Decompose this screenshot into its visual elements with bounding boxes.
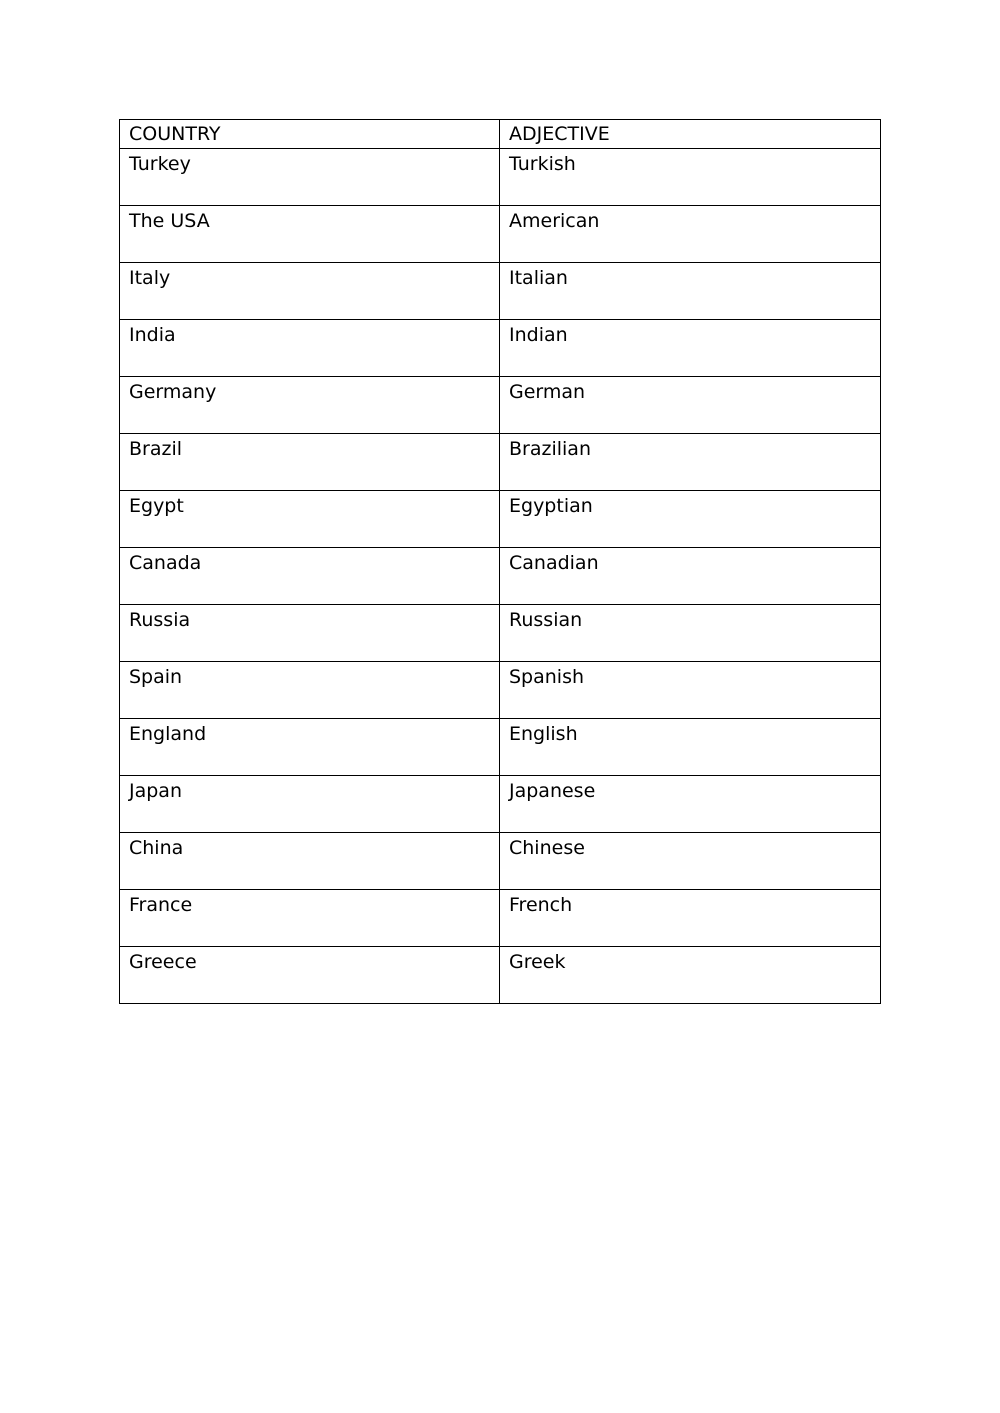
table-row bbox=[120, 263, 881, 320]
table-row bbox=[120, 491, 881, 548]
adjective-cell: Turkish bbox=[500, 149, 881, 206]
country-cell: Canada bbox=[120, 548, 500, 605]
adjective-cell: French bbox=[500, 890, 881, 947]
table-row bbox=[120, 947, 881, 1004]
table-row bbox=[120, 320, 881, 377]
country-cell: Turkey bbox=[120, 149, 500, 206]
country-cell: Brazil bbox=[120, 434, 500, 491]
adjective-cell: German bbox=[500, 377, 881, 434]
adjective-cell: Chinese bbox=[500, 833, 881, 890]
table-row bbox=[120, 605, 881, 662]
adjective-cell: Spanish bbox=[500, 662, 881, 719]
table-row bbox=[120, 890, 881, 947]
country-cell: Italy bbox=[120, 263, 500, 320]
country-adjective-table bbox=[119, 119, 881, 1004]
country-cell: Russia bbox=[120, 605, 500, 662]
country-cell: France bbox=[120, 890, 500, 947]
header-adjective: ADJECTIVE bbox=[500, 120, 881, 149]
country-cell: Spain bbox=[120, 662, 500, 719]
adjective-cell: Brazilian bbox=[500, 434, 881, 491]
table-row bbox=[120, 149, 881, 206]
adjective-cell: English bbox=[500, 719, 881, 776]
country-cell: The USA bbox=[120, 206, 500, 263]
country-cell: Greece bbox=[120, 947, 500, 1004]
table-header-row bbox=[120, 120, 881, 149]
table-row bbox=[120, 776, 881, 833]
country-cell: India bbox=[120, 320, 500, 377]
adjective-cell: Russian bbox=[500, 605, 881, 662]
table-row bbox=[120, 833, 881, 890]
country-cell: England bbox=[120, 719, 500, 776]
country-cell: Egypt bbox=[120, 491, 500, 548]
country-cell: Japan bbox=[120, 776, 500, 833]
adjective-cell: Greek bbox=[500, 947, 881, 1004]
adjective-cell: Canadian bbox=[500, 548, 881, 605]
adjective-cell: American bbox=[500, 206, 881, 263]
table-row bbox=[120, 719, 881, 776]
table-row bbox=[120, 434, 881, 491]
table-row bbox=[120, 548, 881, 605]
header-country: COUNTRY bbox=[120, 120, 500, 149]
table-row bbox=[120, 377, 881, 434]
country-cell: China bbox=[120, 833, 500, 890]
country-cell: Germany bbox=[120, 377, 500, 434]
table-row bbox=[120, 662, 881, 719]
adjective-cell: Indian bbox=[500, 320, 881, 377]
adjective-cell: Japanese bbox=[500, 776, 881, 833]
adjective-cell: Egyptian bbox=[500, 491, 881, 548]
table-row bbox=[120, 206, 881, 263]
adjective-cell: Italian bbox=[500, 263, 881, 320]
